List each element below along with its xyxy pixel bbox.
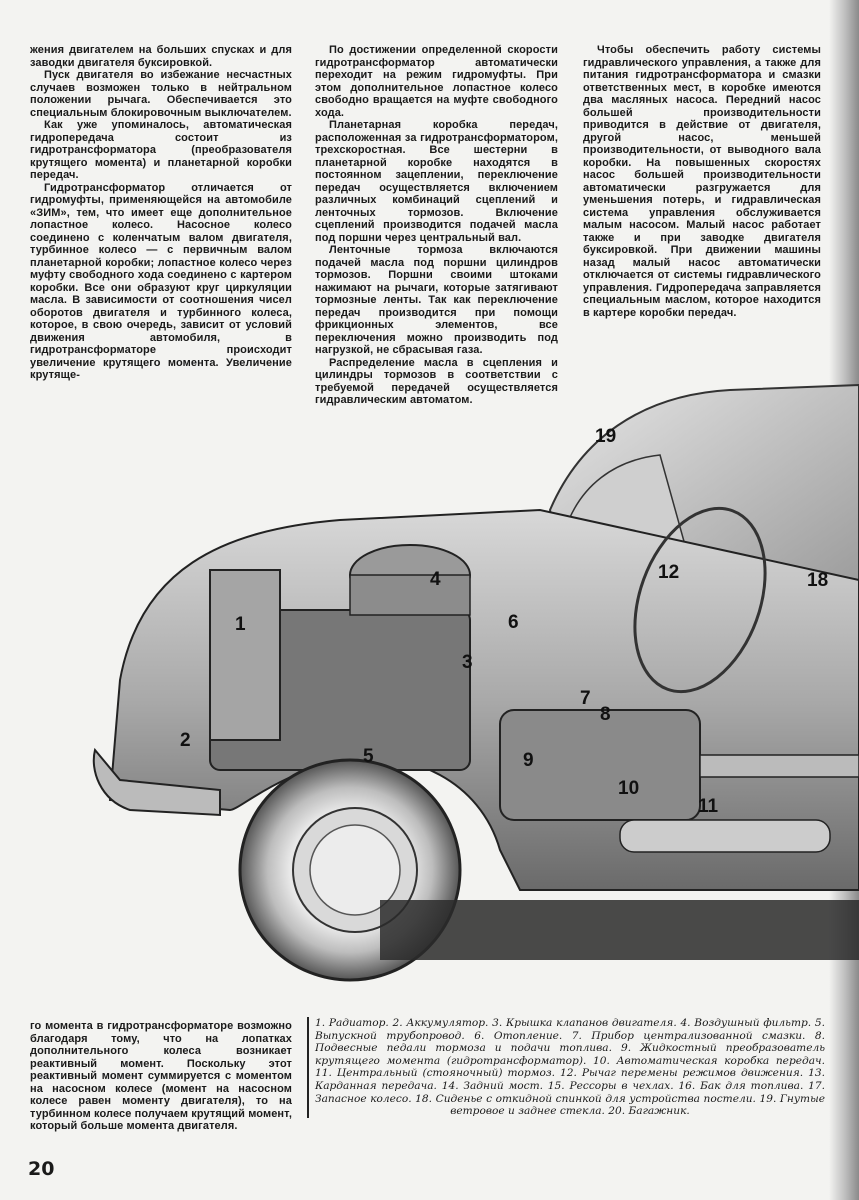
text-column-left-bottom: [30, 1020, 292, 1133]
text-column-right: [583, 44, 821, 319]
callout-10: 10: [618, 778, 640, 799]
callout-6: 6: [508, 612, 519, 633]
paragraph: Планетарная коробка передач, расположенная за гидротрансформатором, трехскоростная. Все шестерни в планетарной коробке находятся в постоянном зацеплении, переключение передач осуществляется включением различных комбинаций сцеплений и ленточных тормозов. Включение сцеплений производится подачей масла под поршни через центральный вал.: [315, 119, 558, 244]
callout-1: 1: [235, 614, 246, 635]
callout-5: 5: [363, 746, 374, 767]
paragraph: Распределение масла в сцепления и цилиндры тормозов в соответствии с требуемой передачей осуществляется гидравлическим автоматом.: [315, 356, 558, 406]
page-number: 20: [28, 1158, 55, 1180]
callout-7: 7: [580, 688, 591, 709]
paragraph: Чтобы обеспечить работу системы гидравлического управления, а также для питания гидротрансформатора и смазки ответственных мест, в коробке имеются два масляных насоса. Передний насос большей производительности приводится в действие от двигателя, другой насос, меньшей производительности, от выводного вала коробки. На повышенных скоростях насос большей производительности автоматически разгружается для уменьшения потерь, и гидравлическая система управления обслуживается малым насосом. Малый насос работает также и при заводке двигателя буксировкой. При движении машины назад малый насос автоматически отключается от системы гидравлического управления. Гидропередача заправляется специальным маслом, которое находится в картере коробки передач.: [583, 44, 821, 319]
callout-8: 8: [600, 704, 611, 725]
radiator: [210, 570, 280, 740]
callout-11: 11: [698, 796, 719, 817]
paragraph: го момента в гидротрансформаторе возможно благодаря тому, что на лопатках дополнительного колеса возникает реактивный момент. Поскольку этот реактивный момент суммируется с моментом на насосном колесе (момент на насосном колесе равен моменту двигателя), то на турбинном колесе получаем крутящий момент, который больше момента двигателя.: [30, 1020, 292, 1132]
callout-9: 9: [523, 750, 534, 771]
paragraph: Ленточные тормоза включаются подачей масла под поршни цилиндров тормозов. Поршни своими штоками нажимают на рычаги, которые затягивают тормозные ленты. Так как переключение передач производится при помощи фрикционных элементов, все переключения можно производить под нагрузкой, не сбрасывая газа.: [315, 244, 558, 356]
callout-3: 3: [462, 652, 473, 673]
callout-19: 19: [595, 426, 617, 447]
paragraph: жения двигателем на больших спусках и для заводки двигателя буксировкой.: [30, 44, 292, 69]
valve-cover: [350, 575, 470, 615]
text-column-left: [30, 44, 292, 382]
paragraph: Как уже упоминалось, автоматическая гидропередача состоит из гидротрансформатора (преобразователя крутящего момента) и планетарной коробки передач.: [30, 119, 292, 181]
callout-18: 18: [807, 570, 829, 591]
road-shadow: [380, 900, 859, 960]
paragraph: Гидротрансформатор отличается от гидромуфты, применяющейся на автомобиле «ЗИМ», тем, что имеет еще дополнительное лопастное колесо. Насосное колесо соединено с коленчатым валом двигателя, турбинное колесо — с первичным валом планетарной коробки; лопастное колесо через муфту свободного хода соединено с картером коробки. Все они образуют круг циркуляции масла. В зависимости от соотношения чисел оборотов двигателя и турбинного колеса, которое, в свою очередь, зависит от условий движения автомобиля, в гидротрансформаторе происходит увеличение крутящего момента. Увеличение крутяще-: [30, 181, 292, 381]
callout-2: 2: [180, 730, 191, 751]
driveshaft: [700, 755, 859, 777]
paragraph: По достижении определенной скорости гидротрансформатор автоматически переходит на режим гидромуфты. При этом дополнительное лопастное колесо свободно вращается на муфте свободного хода.: [315, 44, 558, 119]
car-cutaway-illustration: [80, 350, 859, 1010]
text-column-middle: [315, 44, 558, 407]
callout-12: 12: [658, 562, 680, 583]
figure-caption: 1. Радиатор. 2. Аккумулятор. 3. Крышка клапанов двигателя. 4. Воздушный фильтр. 5. Выпускной трубопровод. 6. Отопление. 7. Прибор централизованной смазки. 8. Подвесные педали тормоза и подачи топлива. 9. Жидкостный преобразователь крутящего момента (гидротрансформатор). 10. Автоматическая коробка передач. 11. Центральный (стояночный) тормоз. 12. Рычаг перемены режимов движения. 13. Карданная передача. 14. Задний мост. 15. Рессоры в чехлах. 16. Бак для топлива. 17. Запасное колесо. 18. Сиденье с откидной спинкой для устройства постели. 19. Гнутые ветровое и заднее стекла. 20. Багажник.: [307, 1017, 825, 1118]
exhaust-pipe: [620, 820, 830, 852]
callout-4: 4: [430, 569, 441, 590]
paragraph: Пуск двигателя во избежание несчастных случаев возможен только в нейтральном положении рычага. Обеспечивается это специальным блокировочным выключателем.: [30, 69, 292, 119]
